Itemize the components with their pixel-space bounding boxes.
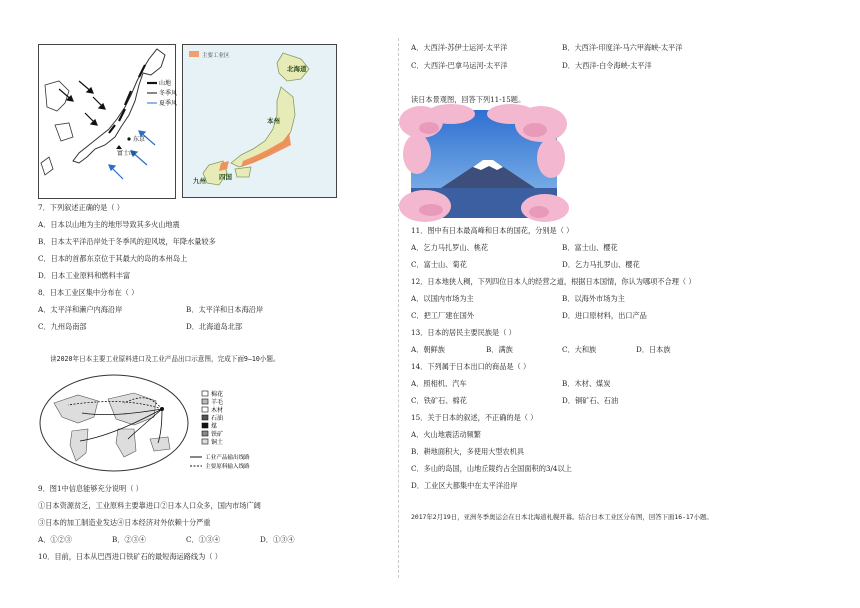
industrial-map-drawing xyxy=(183,45,336,197)
q8-stem: 8．日本工业区集中分布在（ ） xyxy=(38,288,139,297)
shikoku-label: 四国 xyxy=(219,173,232,181)
tokyo-label: 东京 xyxy=(133,136,146,143)
legend-export-line-label: 工业产品输出线路 xyxy=(205,455,250,461)
world-map-drawing xyxy=(38,373,266,474)
intro-9-10: 读2020年日本主要工业原料进口及工业产品出口示意图，完成下面9—10小题。 xyxy=(50,355,280,363)
q13-option-d: D．日本族 xyxy=(636,345,671,354)
q11-option-c: C．富士山、菊花 xyxy=(411,260,467,269)
world-legend-item: 铁矿 xyxy=(211,431,224,438)
intro-16-17: 2017年2月19日，亚洲冬季奥运会在日本北海道札幌开幕。结合日本工业区分布图，回答下面16-17小题。 xyxy=(411,513,713,521)
q11-stem: 11．图中有日本最高峰和日本的国花，分别是（ ） xyxy=(411,226,574,235)
q9-statement-2: ③日本的加工制造业发达④日本经济对外依赖十分严重 xyxy=(38,518,211,527)
q7-option-d: D．日本工业原料和燃料丰富 xyxy=(38,271,131,280)
q9-statement-1: ①日本资源贫乏，工业原料主要靠进口②日本人口众多，国内市场广阔 xyxy=(38,501,261,510)
q15-option-b: B．耕地面积大，多使用大型农机具 xyxy=(411,447,525,456)
legend-summer-wind-label: 夏季风 xyxy=(159,100,178,107)
q8-option-c: C．九州岛南部 xyxy=(38,322,87,331)
q12-option-a: A．以国内市场为主 xyxy=(411,294,474,303)
legend-mountain-label: 山地 xyxy=(159,80,172,87)
world-trade-map xyxy=(38,373,266,474)
q11-option-a: A．乞力马扎罗山、桃花 xyxy=(411,243,489,252)
japan-wind-map xyxy=(38,44,176,199)
q7-option-c: C．日本的首都东京位于其最大的岛的本州岛上 xyxy=(38,254,188,263)
intro-11-15: 读日本景观图，回答下列11-15题。 xyxy=(411,95,526,104)
q14-option-b: B．木材、煤炭 xyxy=(562,379,611,388)
q11-option-d: D．乞力马扎罗山、樱花 xyxy=(562,260,640,269)
q7-stem: 7．下列叙述正确的是（ ） xyxy=(38,203,124,212)
world-legend-item: 煤 xyxy=(211,423,218,430)
q7-option-b: B．日本太平洋沿岸处于冬季风的迎风坡，年降水量较多 xyxy=(38,237,216,246)
q10-stem: 10．目前，日本从巴西进口铁矿石的最短海运路线为（ ） xyxy=(38,552,222,561)
q13-option-c: C．大和族 xyxy=(562,345,597,354)
q12-stem: 12．日本地狭人稠，下列四位日本人的经营之道，根据日本国情，你认为哪项不合理（ ） xyxy=(411,277,696,286)
q15-option-a: A．火山地震活动频繁 xyxy=(411,430,481,439)
q8-option-b: B．太平洋和日本海沿岸 xyxy=(186,305,264,314)
q11-option-b: B．富士山、樱花 xyxy=(562,243,618,252)
q15-stem: 15．关于日本的叙述，不正确的是（ ） xyxy=(411,413,538,422)
wind-map-drawing xyxy=(39,45,178,198)
q12-option-c: C．把工厂建在国外 xyxy=(411,311,475,320)
world-legend-item: 棉花 xyxy=(211,391,224,398)
kyushu-label: 九州 xyxy=(193,177,206,185)
q9-stem: 9．图1中信息能够充分说明（ ） xyxy=(38,484,143,493)
q9-option-a: A．①②③ xyxy=(38,535,72,544)
q10-option-d: D．大西洋-白令海峡-太平洋 xyxy=(562,61,652,70)
q7-option-a: A．日本以山地为主的地形导致其多火山地震 xyxy=(38,220,180,229)
legend-import-line-label: 主要原料输入线路 xyxy=(205,464,250,470)
q12-option-b: B．以海外市场为主 xyxy=(562,294,625,303)
q14-option-a: A．照相机、汽车 xyxy=(411,379,467,388)
fuji-label: 富士山 xyxy=(117,150,136,157)
q13-option-a: A．朝鲜族 xyxy=(411,345,445,354)
q8-option-a: A．太平洋和濑户内海沿岸 xyxy=(38,305,123,314)
column-divider xyxy=(398,38,399,578)
q8-option-d: D．北海道岛北部 xyxy=(186,322,243,331)
world-legend-item: 木材 xyxy=(211,407,224,414)
q14-option-d: D．铜矿石、石油 xyxy=(562,396,619,405)
photo-drawing xyxy=(411,110,557,218)
q13-option-b: B．满族 xyxy=(486,345,513,354)
q9-option-d: D．①③④ xyxy=(260,535,295,544)
q15-option-d: D．工业区大都集中在太平洋沿岸 xyxy=(411,481,518,490)
q14-option-c: C．铁矿石、棉花 xyxy=(411,396,467,405)
world-legend-item: 铜土 xyxy=(211,439,224,446)
q14-stem: 14．下列属于日本出口的商品是（ ） xyxy=(411,362,531,371)
q10-option-a: A．大西洋-苏伊士运河-太平洋 xyxy=(411,43,508,52)
honshu-label: 本州 xyxy=(267,117,280,125)
legend-winter-wind-label: 冬季风 xyxy=(159,90,178,97)
q9-option-c: C．①③④ xyxy=(186,535,221,544)
q13-stem: 13．日本的居民主要民族是（ ） xyxy=(411,328,516,337)
q15-option-c: C．多山的岛国，山地丘陵约占全国面积的3/4以上 xyxy=(411,464,572,473)
q10-option-c: C．大西洋-巴拿马运河-太平洋 xyxy=(411,61,508,70)
fuji-sakura-photo xyxy=(411,110,557,218)
hokkaido-label: 北海道 xyxy=(287,65,307,73)
world-legend-item: 石油 xyxy=(211,415,224,422)
q10-option-b: B．大西洋-印度洋-马六甲海峡-太平洋 xyxy=(562,43,683,52)
japan-industrial-map xyxy=(182,44,337,198)
world-legend-item: 羊毛 xyxy=(211,399,224,406)
q9-option-b: B．②③④ xyxy=(112,535,147,544)
q12-option-d: D．进口原材料，出口产品 xyxy=(562,311,647,320)
industrial-legend-label: 主要工业区 xyxy=(202,53,230,59)
